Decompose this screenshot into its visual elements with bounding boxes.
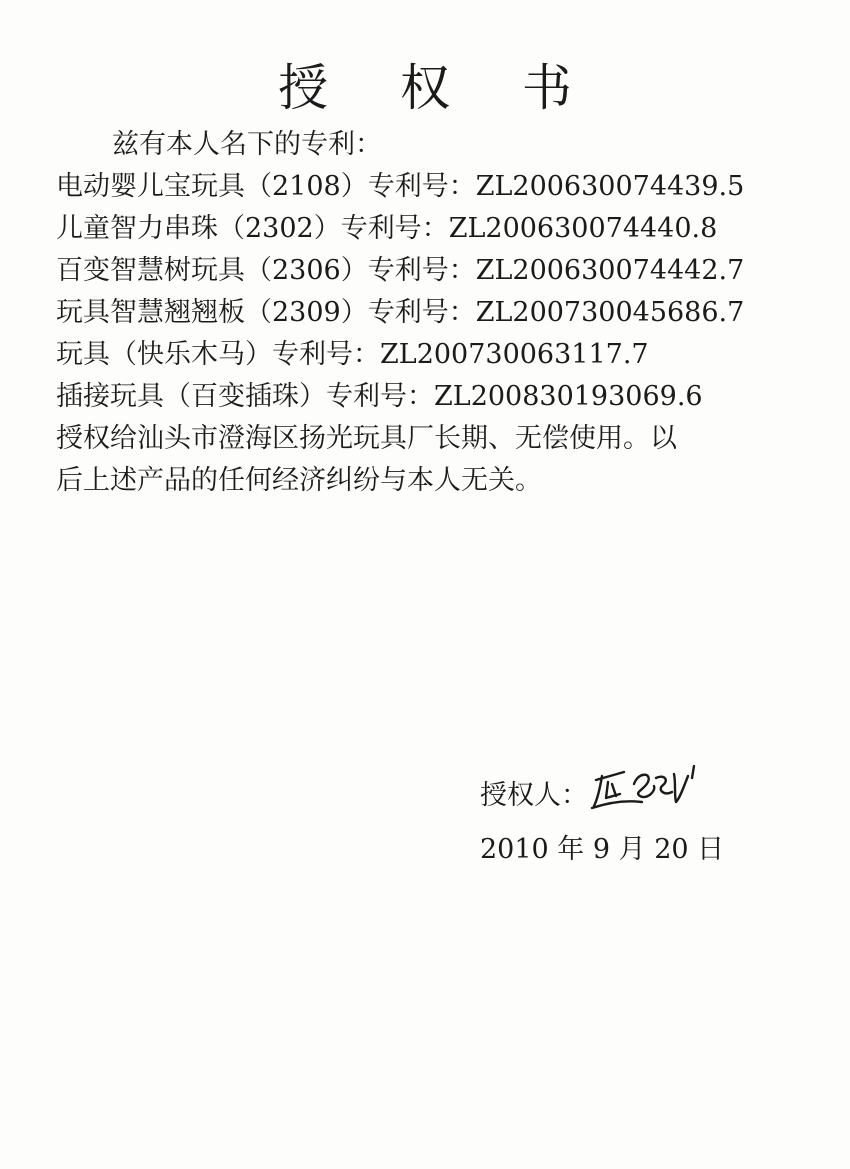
patent-line-5: 玩具（快乐木马）专利号：ZL200730063117.7 [56, 339, 649, 370]
handwritten-signature-icon [590, 762, 710, 814]
document-title: 授 权 书 [278, 59, 600, 117]
signing-date: 2010 年 9 月 20 日 [480, 834, 725, 865]
patent-line-2: 儿童智力串珠（2302）专利号：ZL200630074440.8 [56, 213, 718, 244]
patent-line-3: 百变智慧树玩具（2306）专利号：ZL200630074442.7 [56, 255, 745, 286]
grant-line-2: 后上述产品的任何经济纠纷与本人无关。 [56, 465, 542, 496]
signature-block [480, 772, 724, 874]
intro-line: 兹有本人名下的专利： [112, 129, 382, 160]
patent-line-1: 电动婴儿宝玩具（2108）专利号：ZL200630074439.5 [56, 171, 745, 202]
grant-line-1: 授权给汕头市澄海区扬光玩具厂长期、无偿使用。以 [56, 423, 677, 454]
authorizer-row [480, 772, 724, 820]
patent-line-4: 玩具智慧翘翘板（2309）专利号：ZL200730045686.7 [56, 297, 745, 328]
document-body [56, 124, 796, 502]
patent-line-6: 插接玩具（百变插珠）专利号：ZL200830193069.6 [56, 381, 703, 412]
authorizer-label: 授权人： [480, 780, 588, 811]
